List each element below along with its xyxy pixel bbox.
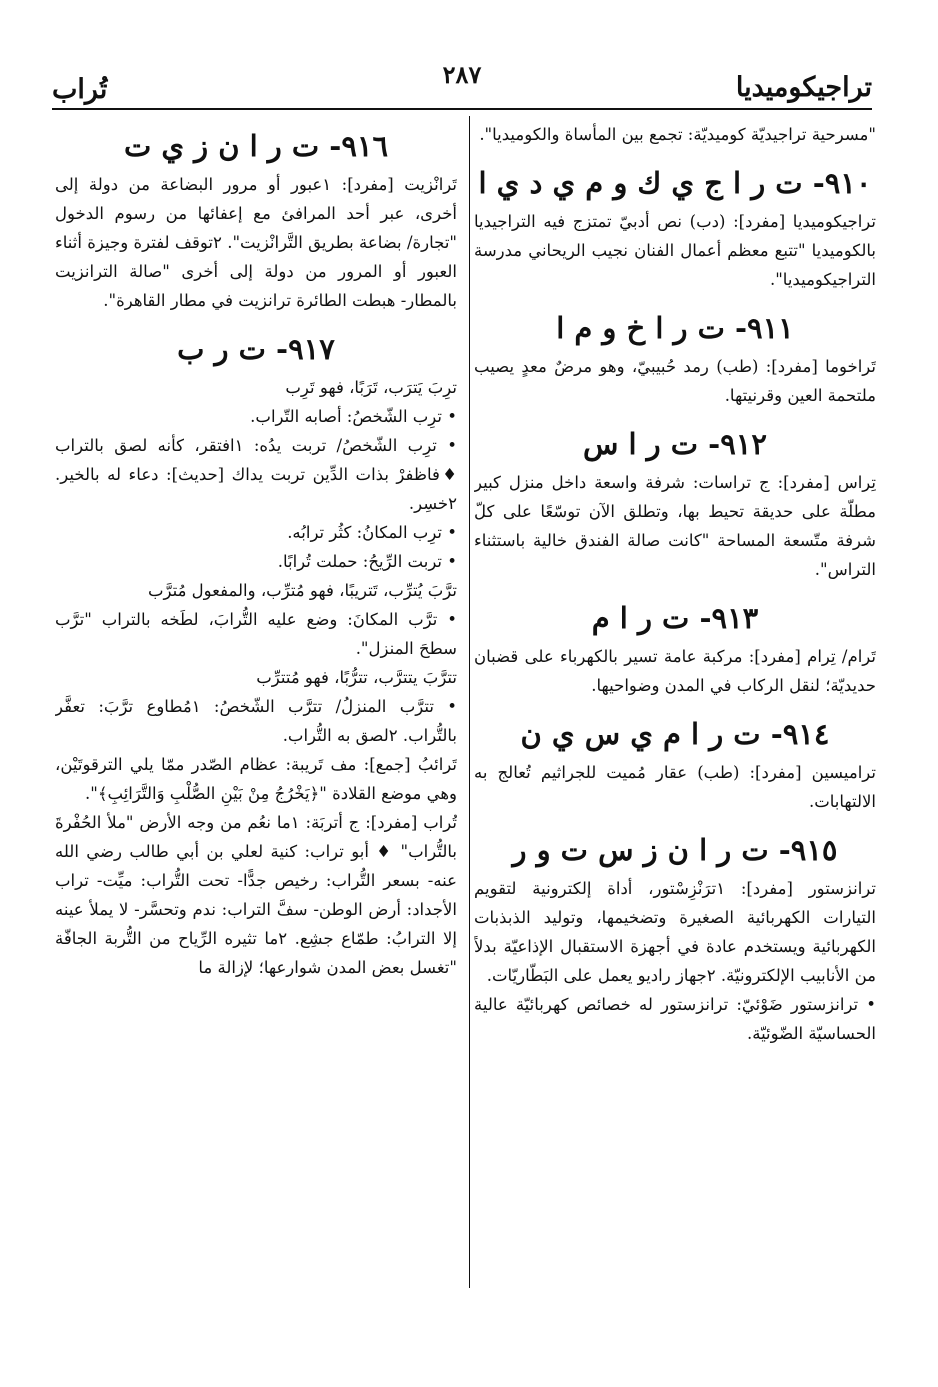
header-last-entry: تُراب [52,74,108,105]
entry-trachoma: تَراخوما [مفرد]: (طب) رمد حُبيبيّ، وهو مرضٌ معدٍ يصيب ملتحمة العين وقرنيتها. [474,357,876,405]
header-first-entry: تراجيكوميديا [735,72,872,103]
right-column [474,120,876,1280]
sense-item: • تترَّب المنزلُ/ تترَّب الشّخصُ: ١مُطاوع ترَّبَ: تعفَّر بالتُّراب. ٢لصق به التُّراب. [55,697,457,745]
page-number: ٢٨٧ [442,60,482,89]
root-heading-915: ٩١٥- ت ر ا ن ز س ت و ر [512,833,838,867]
entry-terrace: تِراس [مفرد]: ج تراسات: شرفة واسعة داخل منزل كبير مطلّة على حديقة تحيط بها، وتطلق الآن توسّعًا على كلّ شرفة متّسعة المساحة "كانت صالة الفندق خالية باستثناء التراس". [474,473,876,579]
sense-item: • ترِب الشّخصُ/ تربت يدُه: ١افتقر، كأنه لصق بالتراب ♦فاظفرْ بذات الدِّين تربت يداك [حديث]: دعاء له بالخير. ٢خسِر. [55,436,457,513]
verb-tarraba: ترَّبَ يُترِّب، تَتريبًا، فهو مُترِّب، والمفعول مُترَّب [147,581,457,600]
entry-tragicomedy: تراجيكوميديا [مفرد]: (دب) نص أدبيّ تمتزج فيه التراجيديا بالكوميديا "تتبع معظم أعمال الفنان نجيب الريحاني مدرسة التراجيكوميديا". [474,212,876,289]
entry-tram: تَرام/ تِرام [مفرد]: مركبة عامة تسير بالكهرباء على قضبان حديديّة؛ لنقل الركاب في المدن وضواحيها. [474,647,876,695]
verb-tariba: ترِبَ يَترَب، تَرَبًا، فهو تَرِب [285,378,457,397]
entry-transistor: ترانزستور [مفرد]: ١ترَنْزِسْتور، أداة إلكترونية لتقويم التيارات الكهربائية الصغيرة وتضخيمها، وتوليد الذبذبات الكهربائية ويستخدم عادة في أجهزة الاستقبال الإذاعيّة بدلاً من الأنابيب الإلكترونيّة. ٢جهاز راديو يعمل على البَطّاريّات. [474,879,876,985]
column-divider [469,116,470,1288]
entry-terramycin: تراميسين [مفرد]: (طب) عقار مُميت للجراثيم تُعالج به الالتهابات. [474,763,876,811]
left-column [55,120,457,1280]
root-heading-910: ٩١٠- ت ر ا ج ي ك و م ي د ي ا [478,166,872,200]
sense-item: • ترَّب المكانَ: وضع عليه التُّرابَ، لطَخه بالتراب "ترَّب سطحَ المنزل". [55,610,457,658]
root-heading-917: ٩١٧- ت ر ب [177,332,335,366]
root-heading-916: ٩١٦- ت ر ا ن ز ي ت [123,129,389,163]
root-heading-914: ٩١٤- ت ر ا م ي س ي ن [520,717,830,751]
page-header [52,58,872,110]
entry-turab: تُراب [مفرد]: ج أتربَة: ١ما نعُم من وجه الأرض "ملأ الحُفْرةَ بالتُّراب" ♦ أبو تراب: كنية لعلي بن أبي طالب رضي الله عنه- بسعر التُّراب: رخيص جدًّا- تحت التُّراب: ميِّت- تراب الأجداد: أرض الوطن- سفَّ التراب: ندم وتحسَّر- لا يملأ عينه إلا الترابُ: طمّاع جشِع. ٢ما تثيره الرِّياح من التُّربة الجافّة "تغسل بعض المدن شوارعها؛ لإزالة ما [55,813,457,977]
entry-taraib: تَرائبُ [جمع]: مف تَريبة: عظام الصّدر ممّا يلي الترقوتَيْن، وهي موضع القلادة "﴿يَخْرُجُ مِنْ بَيْنِ الصُّلْبِ وَالتَّرَائِبِ﴾". [55,755,457,803]
root-heading-912: ٩١٢- ت ر ا س [583,427,767,461]
entry-transit: تَرانْزيت [مفرد]: ١عبور أو مرور البضاعة من دولة إلى أخرى، عبر أحد المرافئ مع إعفائها من رسوم الدخول "تجارة/ بضاعة بطريق التَّرانْزيت". ٢توقف لفترة وجيزة أثناء العبور أو المرور من دولة إلى أخرى "صالة الترانزيت بالمطار- هبطت الطائرة ترانزيت في مطار القاهرة". [55,175,457,310]
sense-item: • ترِب الشّخصُ: أصابه التّراب. [250,407,457,426]
verb-tatarraba: تترَّبَ يتترَّب، تترُّبًا، فهو مُتترِّب [256,668,457,687]
entry-phototransistor: • ترانزستور ضَوْئيّ: ترانزستور له خصائص كهربائيّة عالية الحساسيّة الضّوئيّة. [474,995,876,1043]
sense-item: • تربت الرِّيحُ: حملت تُرابًا. [277,552,457,571]
entry-continuation: "مسرحية تراجيديّة كوميديّة: تجمع بين المأساة والكوميديا". [479,125,876,144]
root-heading-913: ٩١٣- ت ر ا م [591,601,759,635]
sense-item: • ترِب المكانُ: كثُر ترابُه. [287,523,457,542]
root-heading-911: ٩١١- ت ر ا خ و م ا [556,311,794,345]
